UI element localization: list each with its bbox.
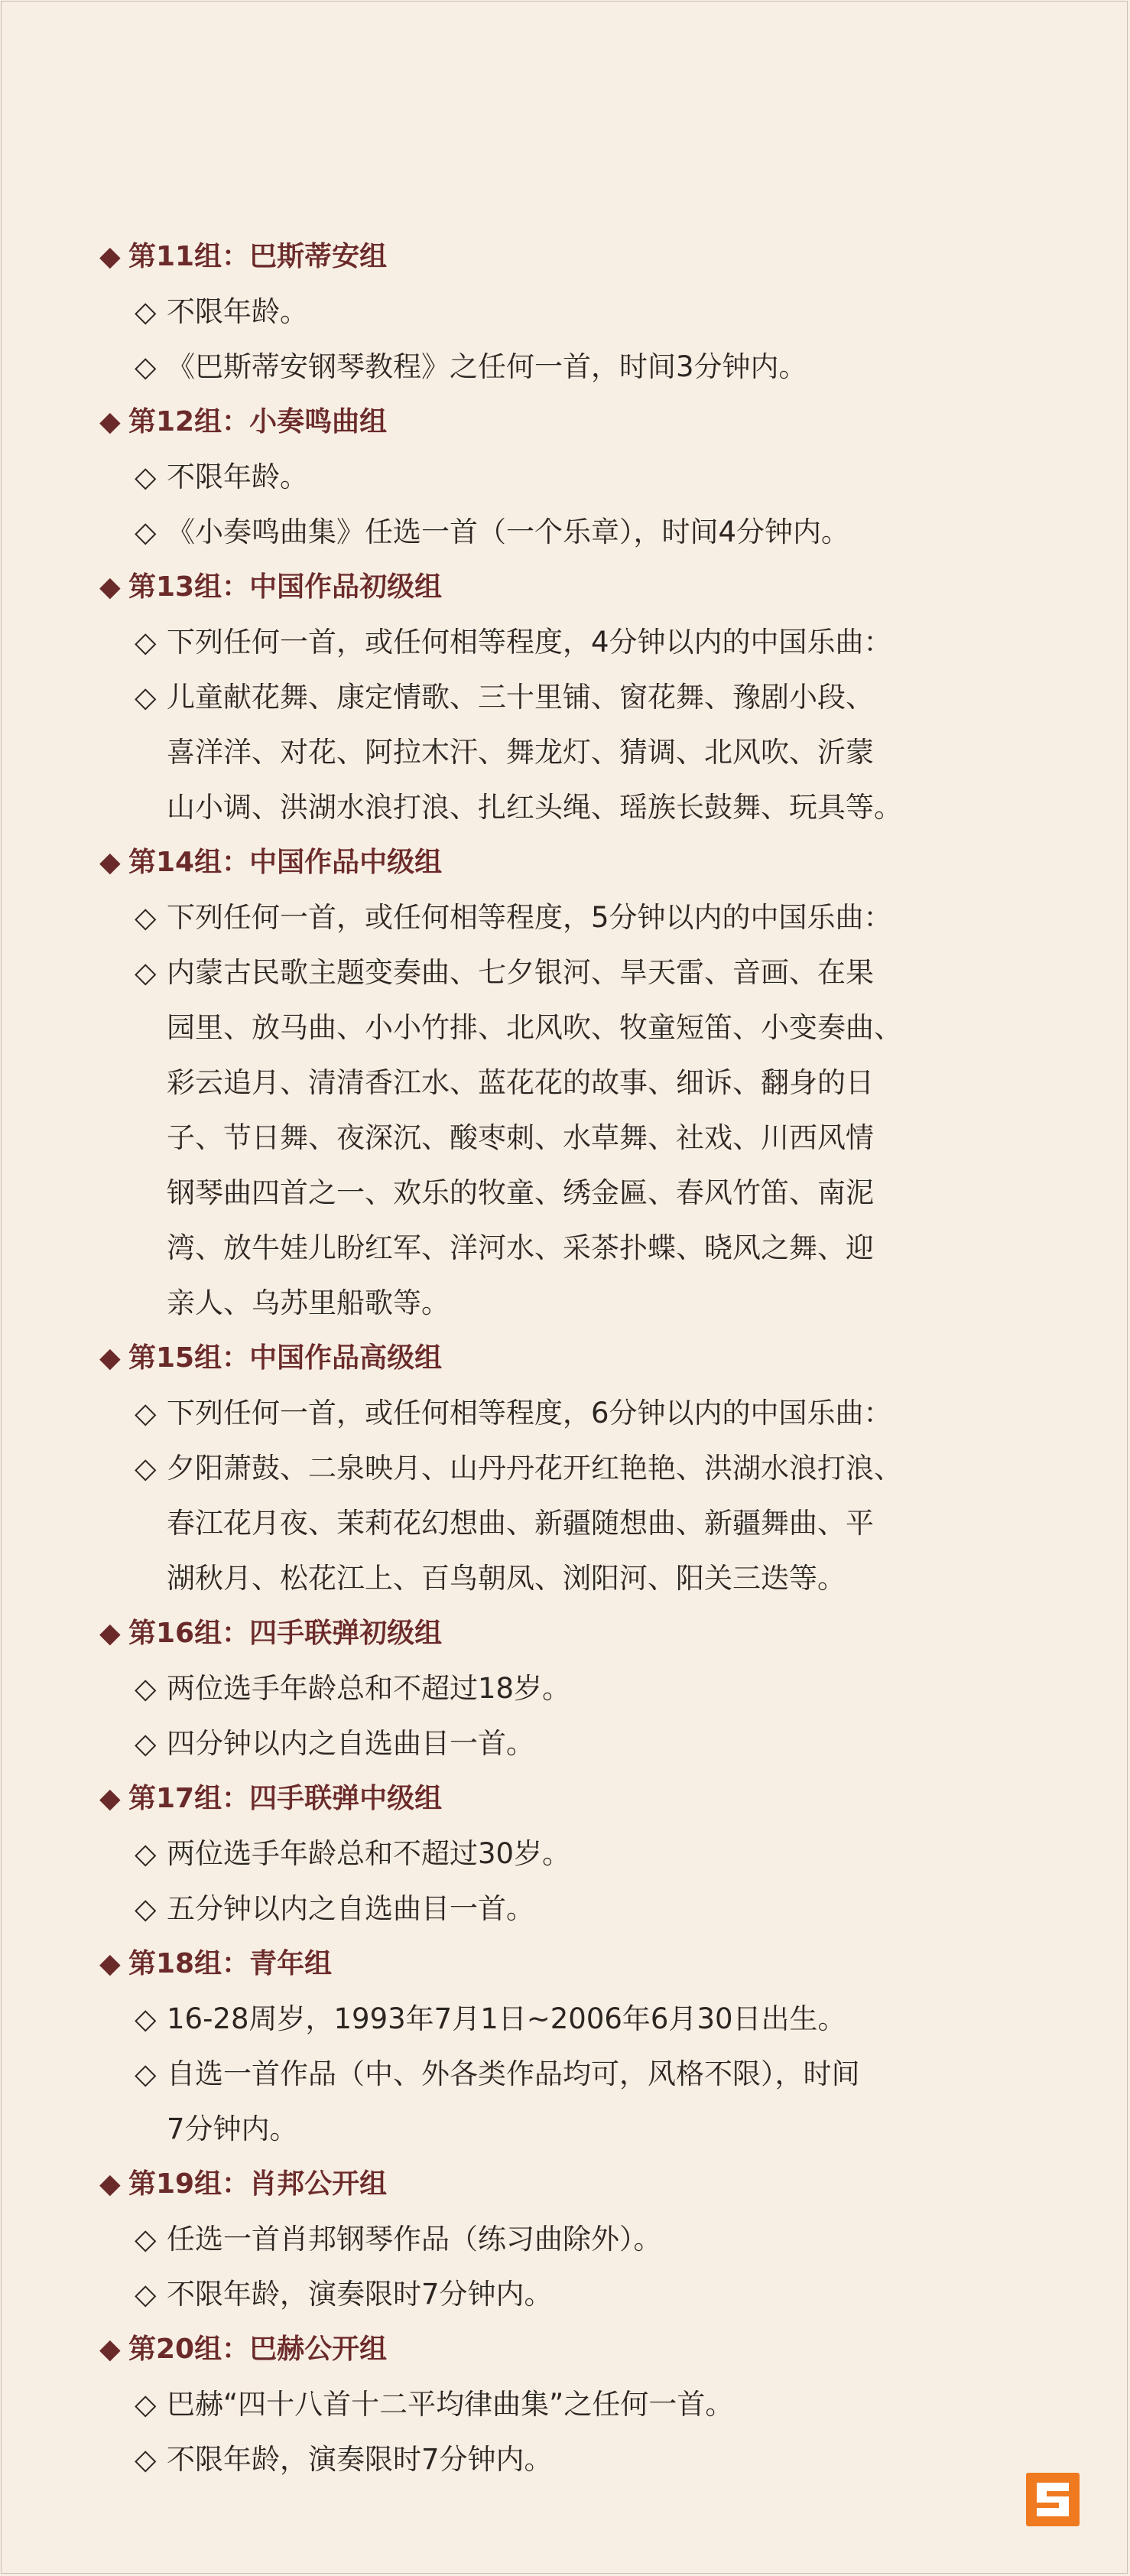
group-section <box>99 1771 1063 1937</box>
group-title-text: 第13组：中国作品初级组 <box>128 571 443 603</box>
group-title-text: 第17组：四手联弹中级组 <box>128 1783 443 1814</box>
diamond-filled-icon: ◆ <box>99 241 121 272</box>
diamond-outline-icon: ◇ <box>135 901 157 934</box>
group-title-text: 第12组：小奏鸣曲组 <box>128 406 388 437</box>
diamond-outline-icon: ◇ <box>135 1452 157 1485</box>
diamond-outline-icon: ◇ <box>135 516 157 548</box>
diamond-outline-icon: ◇ <box>135 681 157 714</box>
diamond-filled-icon: ◆ <box>99 1342 121 1374</box>
item-text-line: 钢琴曲四首之一、欢乐的牧童、绣金匾、春风竹笛、南泥 <box>167 1176 874 1209</box>
diamond-filled-icon: ◆ <box>99 847 121 878</box>
diamond-filled-icon: ◆ <box>99 2168 121 2200</box>
item-text-line: 园里、放马曲、小小竹排、北风吹、牧童短笛、小变奏曲、 <box>167 1011 902 1044</box>
item-text-line: 16-28周岁，1993年7月1日~2006年6月30日出生。 <box>167 2002 846 2035</box>
list-item <box>99 1441 1063 1606</box>
list-item <box>99 1386 1063 1441</box>
item-text-line: 巴赫“四十八首十二平均律曲集”之任何一首。 <box>167 2388 734 2421</box>
item-text-line: 不限年龄。 <box>167 295 308 328</box>
diamond-filled-icon: ◆ <box>99 1618 121 1649</box>
diamond-filled-icon: ◆ <box>99 1783 121 1814</box>
group-title <box>99 395 1063 450</box>
item-text-line: 任选一首肖邦钢琴作品（练习曲除外）。 <box>167 2223 662 2256</box>
diamond-outline-icon: ◇ <box>135 1837 157 1870</box>
item-text-line: 《巴斯蒂安钢琴教程》之任何一首，时间3分钟内。 <box>167 350 807 383</box>
group-section <box>99 1331 1063 1606</box>
diamond-outline-icon: ◇ <box>135 956 157 989</box>
group-title-text: 第18组：青年组 <box>128 1948 333 1979</box>
diamond-outline-icon: ◇ <box>135 1727 157 1760</box>
list-item <box>99 2377 1063 2432</box>
group-title <box>99 1331 1063 1386</box>
list-item <box>99 615 1063 670</box>
item-text-line: 彩云追月、清清香江水、蓝花花的故事、细诉、翻身的日 <box>167 1066 874 1099</box>
list-item <box>99 340 1063 395</box>
group-section <box>99 560 1063 835</box>
group-section <box>99 1606 1063 1771</box>
group-title <box>99 229 1063 285</box>
diamond-outline-icon: ◇ <box>135 626 157 659</box>
group-title <box>99 2322 1063 2377</box>
group-section <box>99 2157 1063 2322</box>
item-text-line: 内蒙古民歌主题变奏曲、七夕银河、旱天雷、音画、在果 <box>167 956 874 989</box>
list-item <box>99 2432 1063 2487</box>
group-section <box>99 2322 1063 2487</box>
item-text-line: 不限年龄，演奏限时7分钟内。 <box>167 2443 553 2476</box>
item-text-line: 自选一首作品（中、外各类作品均可，风格不限），时间 <box>167 2057 860 2090</box>
group-title <box>99 2157 1063 2212</box>
list-item <box>99 2047 1063 2157</box>
item-text-line: 亲人、乌苏里船歌等。 <box>167 1286 450 1319</box>
item-text-line: 春江花月夜、茉莉花幻想曲、新疆随想曲、新疆舞曲、平 <box>167 1507 874 1540</box>
group-title-text: 第20组：巴赫公开组 <box>128 2334 388 2365</box>
group-title-text: 第16组：四手联弹初级组 <box>128 1618 443 1649</box>
list-item <box>99 1826 1063 1882</box>
document-content <box>99 229 1063 2487</box>
group-title-text: 第15组：中国作品高级组 <box>128 1342 443 1374</box>
list-item <box>99 1716 1063 1771</box>
item-text-line: 儿童献花舞、康定情歌、三十里铺、窗花舞、豫剧小段、 <box>167 681 874 714</box>
group-section <box>99 835 1063 1331</box>
group-section <box>99 395 1063 560</box>
group-section <box>99 1937 1063 2157</box>
diamond-outline-icon: ◇ <box>135 2057 157 2090</box>
list-item <box>99 1992 1063 2047</box>
group-title-text: 第19组：肖邦公开组 <box>128 2168 388 2200</box>
diamond-outline-icon: ◇ <box>135 295 157 328</box>
item-text-line: 湾、放牛娃儿盼红军、洋河水、采茶扑蝶、晓风之舞、迎 <box>167 1231 874 1264</box>
diamond-outline-icon: ◇ <box>135 1892 157 1925</box>
diamond-outline-icon: ◇ <box>135 1672 157 1705</box>
diamond-outline-icon: ◇ <box>135 2443 157 2476</box>
list-item <box>99 1661 1063 1716</box>
group-title <box>99 1771 1063 1826</box>
group-title <box>99 560 1063 615</box>
list-item <box>99 2212 1063 2267</box>
item-text-line: 喜洋洋、对花、阿拉木汗、舞龙灯、猜调、北风吹、沂蒙 <box>167 736 874 769</box>
group-title <box>99 1606 1063 1661</box>
diamond-outline-icon: ◇ <box>135 2002 157 2035</box>
item-text-line: 夕阳萧鼓、二泉映月、山丹丹花开红艳艳、洪湖水浪打浪、 <box>167 1452 902 1485</box>
list-item <box>99 285 1063 340</box>
item-text-line: 山小调、洪湖水浪打浪、扎红头绳、瑶族长鼓舞、玩具等。 <box>167 791 902 824</box>
diamond-filled-icon: ◆ <box>99 571 121 603</box>
diamond-outline-icon: ◇ <box>135 2278 157 2311</box>
group-title-text: 第14组：中国作品中级组 <box>128 847 443 878</box>
diamond-filled-icon: ◆ <box>99 406 121 437</box>
list-item <box>99 670 1063 835</box>
item-text-line: 两位选手年龄总和不超过30岁。 <box>167 1837 571 1870</box>
diamond-outline-icon: ◇ <box>135 2388 157 2421</box>
item-text-line: 7分钟内。 <box>167 2113 298 2145</box>
item-text-line: 五分钟以内之自选曲目一首。 <box>167 1892 534 1925</box>
item-text-line: 下列任何一首，或任何相等程度，6分钟以内的中国乐曲： <box>167 1397 892 1429</box>
item-text-line: 不限年龄，演奏限时7分钟内。 <box>167 2278 553 2311</box>
diamond-filled-icon: ◆ <box>99 1948 121 1979</box>
item-text-line: 四分钟以内之自选曲目一首。 <box>167 1727 534 1760</box>
list-item <box>99 890 1063 945</box>
group-section <box>99 229 1063 395</box>
diamond-outline-icon: ◇ <box>135 1397 157 1429</box>
group-title <box>99 1937 1063 1992</box>
item-text-line: 湖秋月、松花江上、百鸟朝凤、浏阳河、阳关三迭等。 <box>167 1562 846 1595</box>
item-text-line: 下列任何一首，或任何相等程度，4分钟以内的中国乐曲： <box>167 626 892 659</box>
group-title-text: 第11组：巴斯蒂安组 <box>128 241 388 272</box>
item-text-line: 子、节日舞、夜深沉、酸枣刺、水草舞、社戏、川西风情 <box>167 1121 874 1154</box>
list-item <box>99 505 1063 560</box>
item-text-line: 《小奏鸣曲集》任选一首（一个乐章），时间4分钟内。 <box>167 516 850 548</box>
list-item <box>99 450 1063 505</box>
brand-logo-icon <box>1026 2473 1080 2526</box>
list-item <box>99 945 1063 1331</box>
diamond-outline-icon: ◇ <box>135 2223 157 2256</box>
diamond-outline-icon: ◇ <box>135 350 157 383</box>
list-item <box>99 1882 1063 1937</box>
item-text-line: 下列任何一首，或任何相等程度，5分钟以内的中国乐曲： <box>167 901 892 934</box>
item-text-line: 不限年龄。 <box>167 460 308 493</box>
diamond-outline-icon: ◇ <box>135 460 157 493</box>
list-item <box>99 2267 1063 2322</box>
diamond-filled-icon: ◆ <box>99 2334 121 2365</box>
item-text-line: 两位选手年龄总和不超过18岁。 <box>167 1672 571 1705</box>
group-title <box>99 835 1063 890</box>
